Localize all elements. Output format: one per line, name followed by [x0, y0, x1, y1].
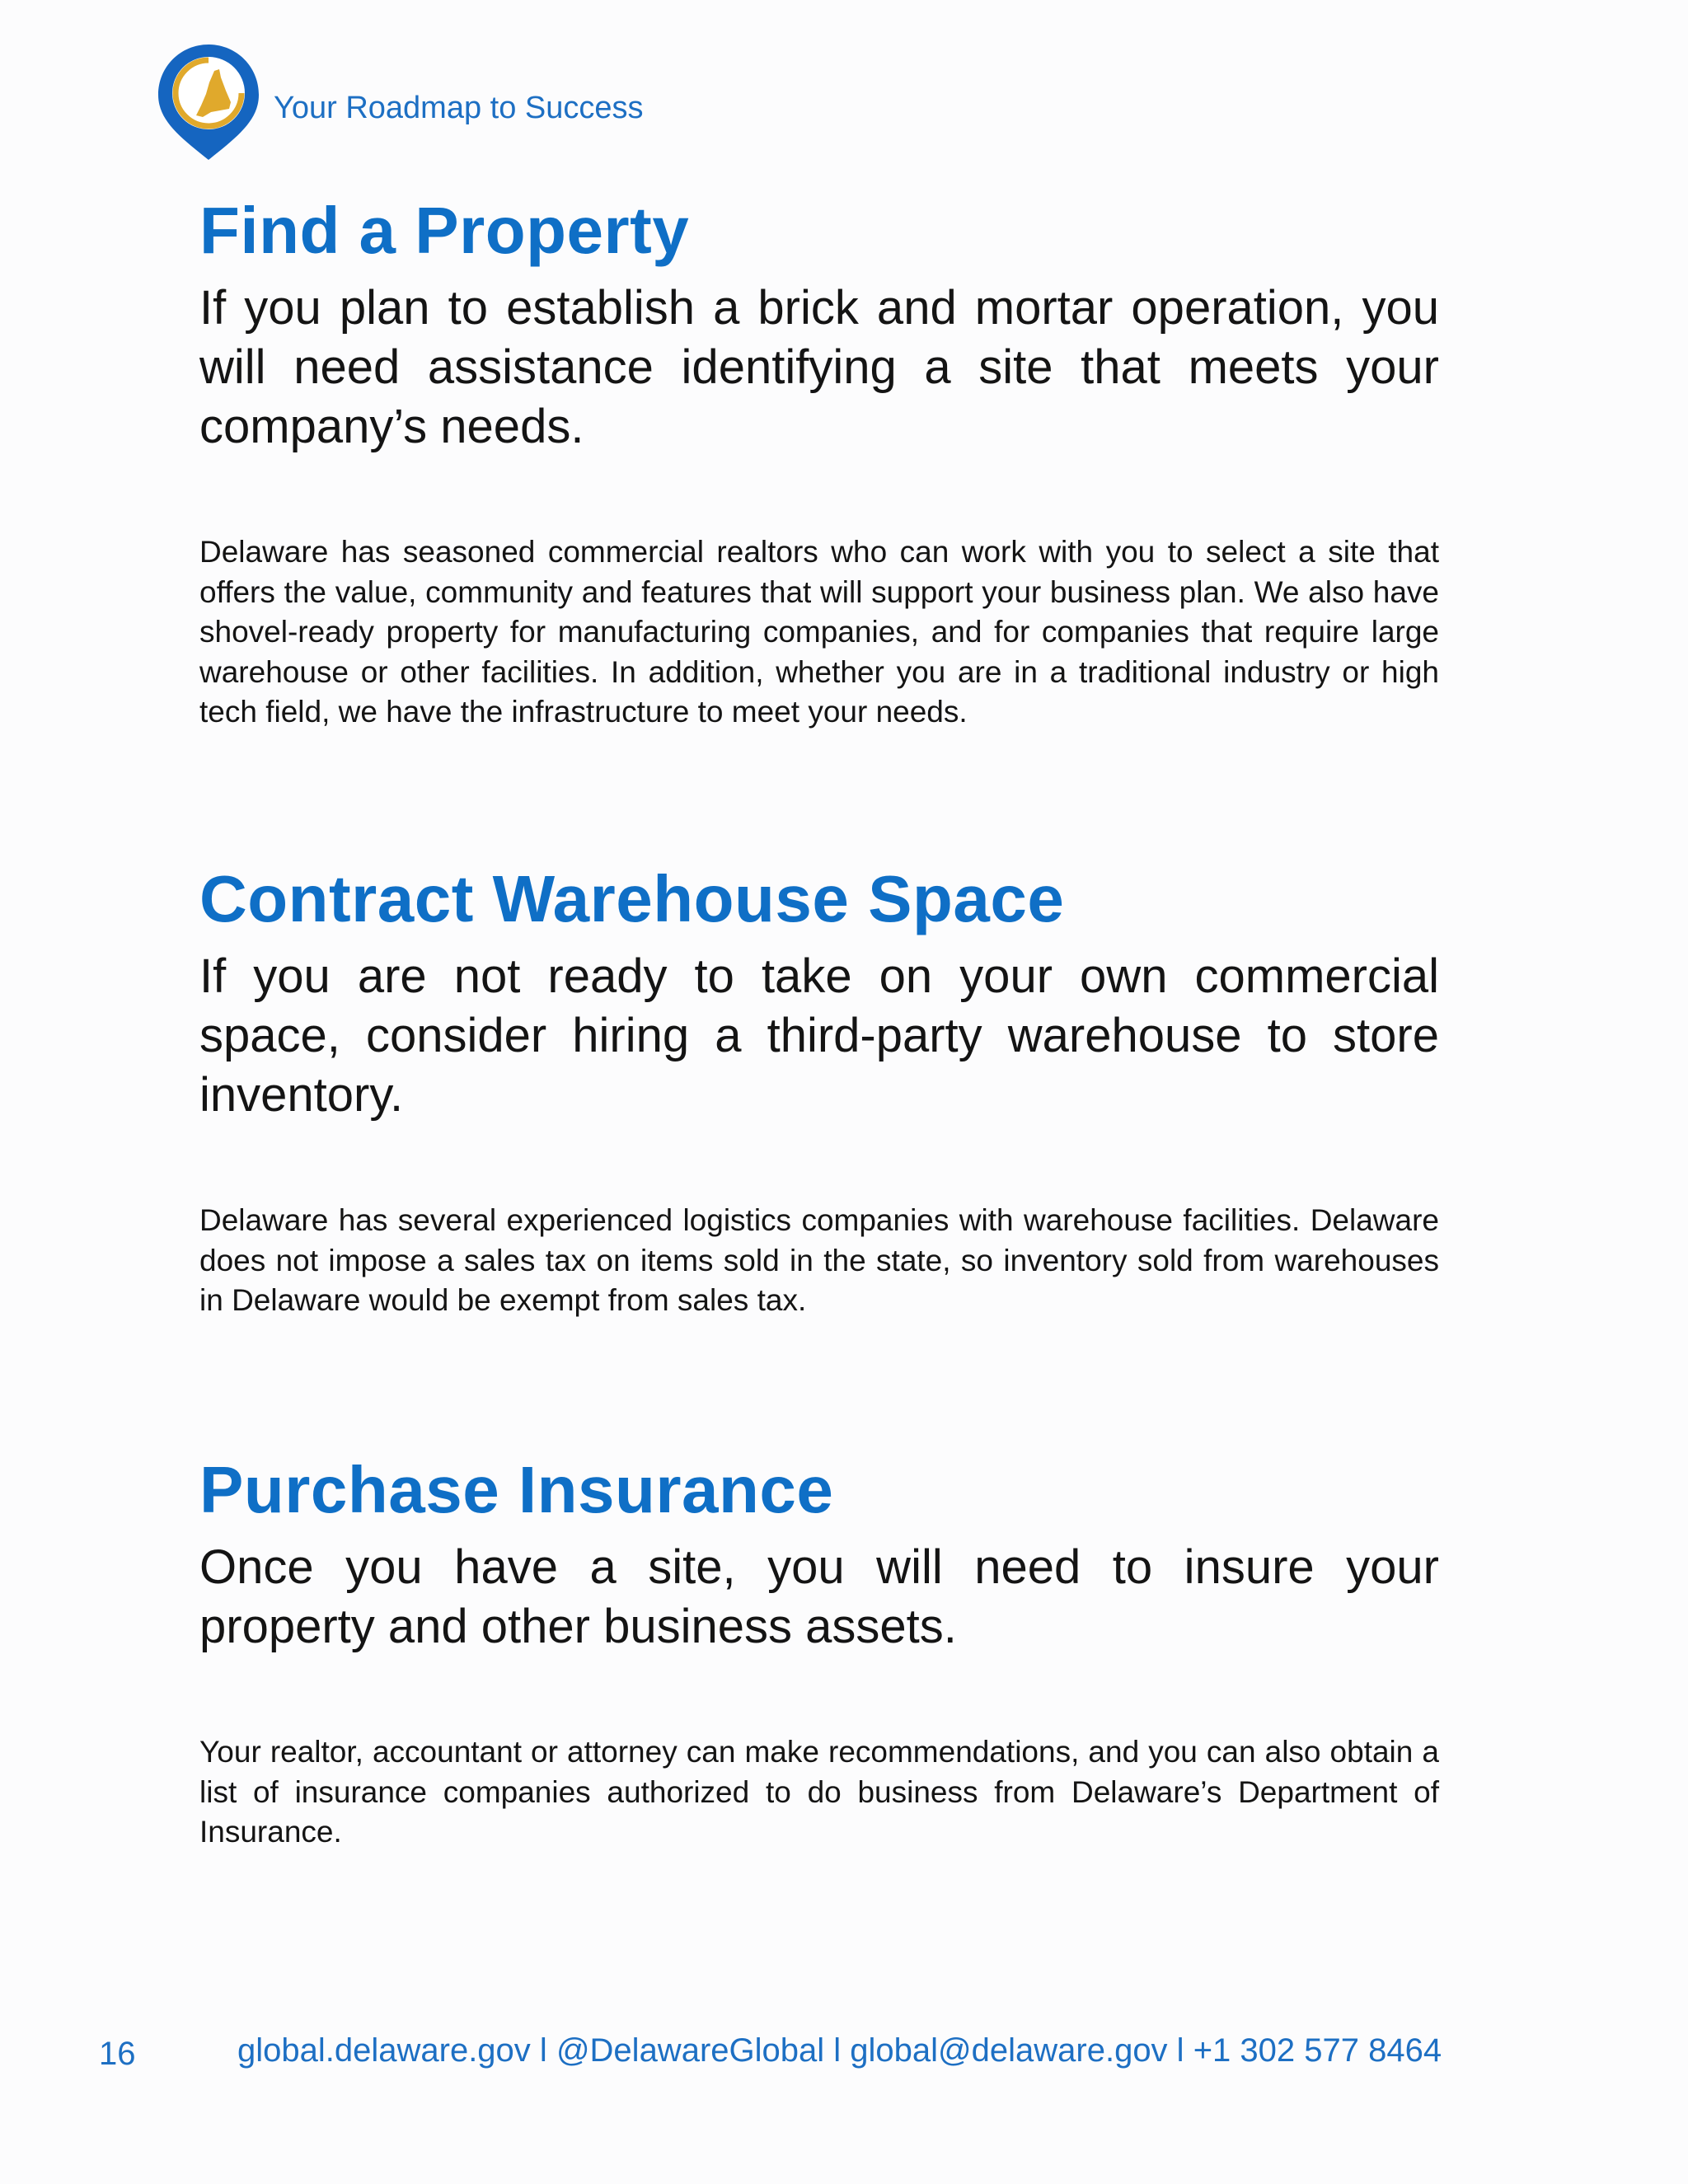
- separator: l: [824, 2032, 851, 2069]
- separator: l: [530, 2032, 556, 2069]
- section-lead: Once you have a site, you will need to insure your property and other business assets.: [199, 1540, 1439, 1653]
- social-handle-link[interactable]: @DelawareGlobal: [556, 2032, 825, 2069]
- separator: l: [1167, 2032, 1193, 2069]
- section-body: Delaware has several experienced logistics companies with warehouse facilities. Delaware does not impose a sales tax on items sold in the state, so inventory sold from warehouses in Delaware would be exempt from sales tax.: [199, 1203, 1439, 1317]
- section-title: Contract Warehouse Space: [199, 862, 1065, 935]
- section-find-property: [199, 193, 1439, 733]
- header-tagline: Your Roadmap to Success: [274, 91, 644, 125]
- section-lead: If you are not ready to take on your own commercial space, consider hiring a third-party warehouse to store inventory.: [199, 949, 1439, 1122]
- footer-contact: [237, 2032, 1442, 2069]
- section-contract-warehouse: [199, 861, 1439, 1321]
- phone-link[interactable]: +1 302 577 8464: [1193, 2032, 1442, 2069]
- section-lead: If you plan to establish a brick and mortar operation, you will need assistance identifying a site that meets your company’s needs.: [199, 281, 1439, 453]
- map-pin-delaware-icon: [155, 41, 262, 163]
- section-title: Find a Property: [199, 194, 690, 267]
- section-title: Purchase Insurance: [199, 1453, 834, 1526]
- section-body: Delaware has seasoned commercial realtors who can work with you to select a site that offers the value, community and features that will support your business plan. We also have shovel-ready property for manufacturing companies, and for companies that require large warehouse or other facilities. In addition, whether you are in a traditional industry or high tech field, we have the infrastructure to meet your needs.: [199, 535, 1439, 729]
- website-link[interactable]: global.delaware.gov: [237, 2032, 531, 2069]
- section-purchase-insurance: [199, 1452, 1439, 1853]
- page-number: 16: [99, 2036, 136, 2072]
- email-link[interactable]: global@delaware.gov: [850, 2032, 1168, 2069]
- section-body: Your realtor, accountant or attorney can make recommendations, and you can also obtain a list of insurance companies authorized to do business from Delaware’s Department of Insurance.: [199, 1735, 1439, 1849]
